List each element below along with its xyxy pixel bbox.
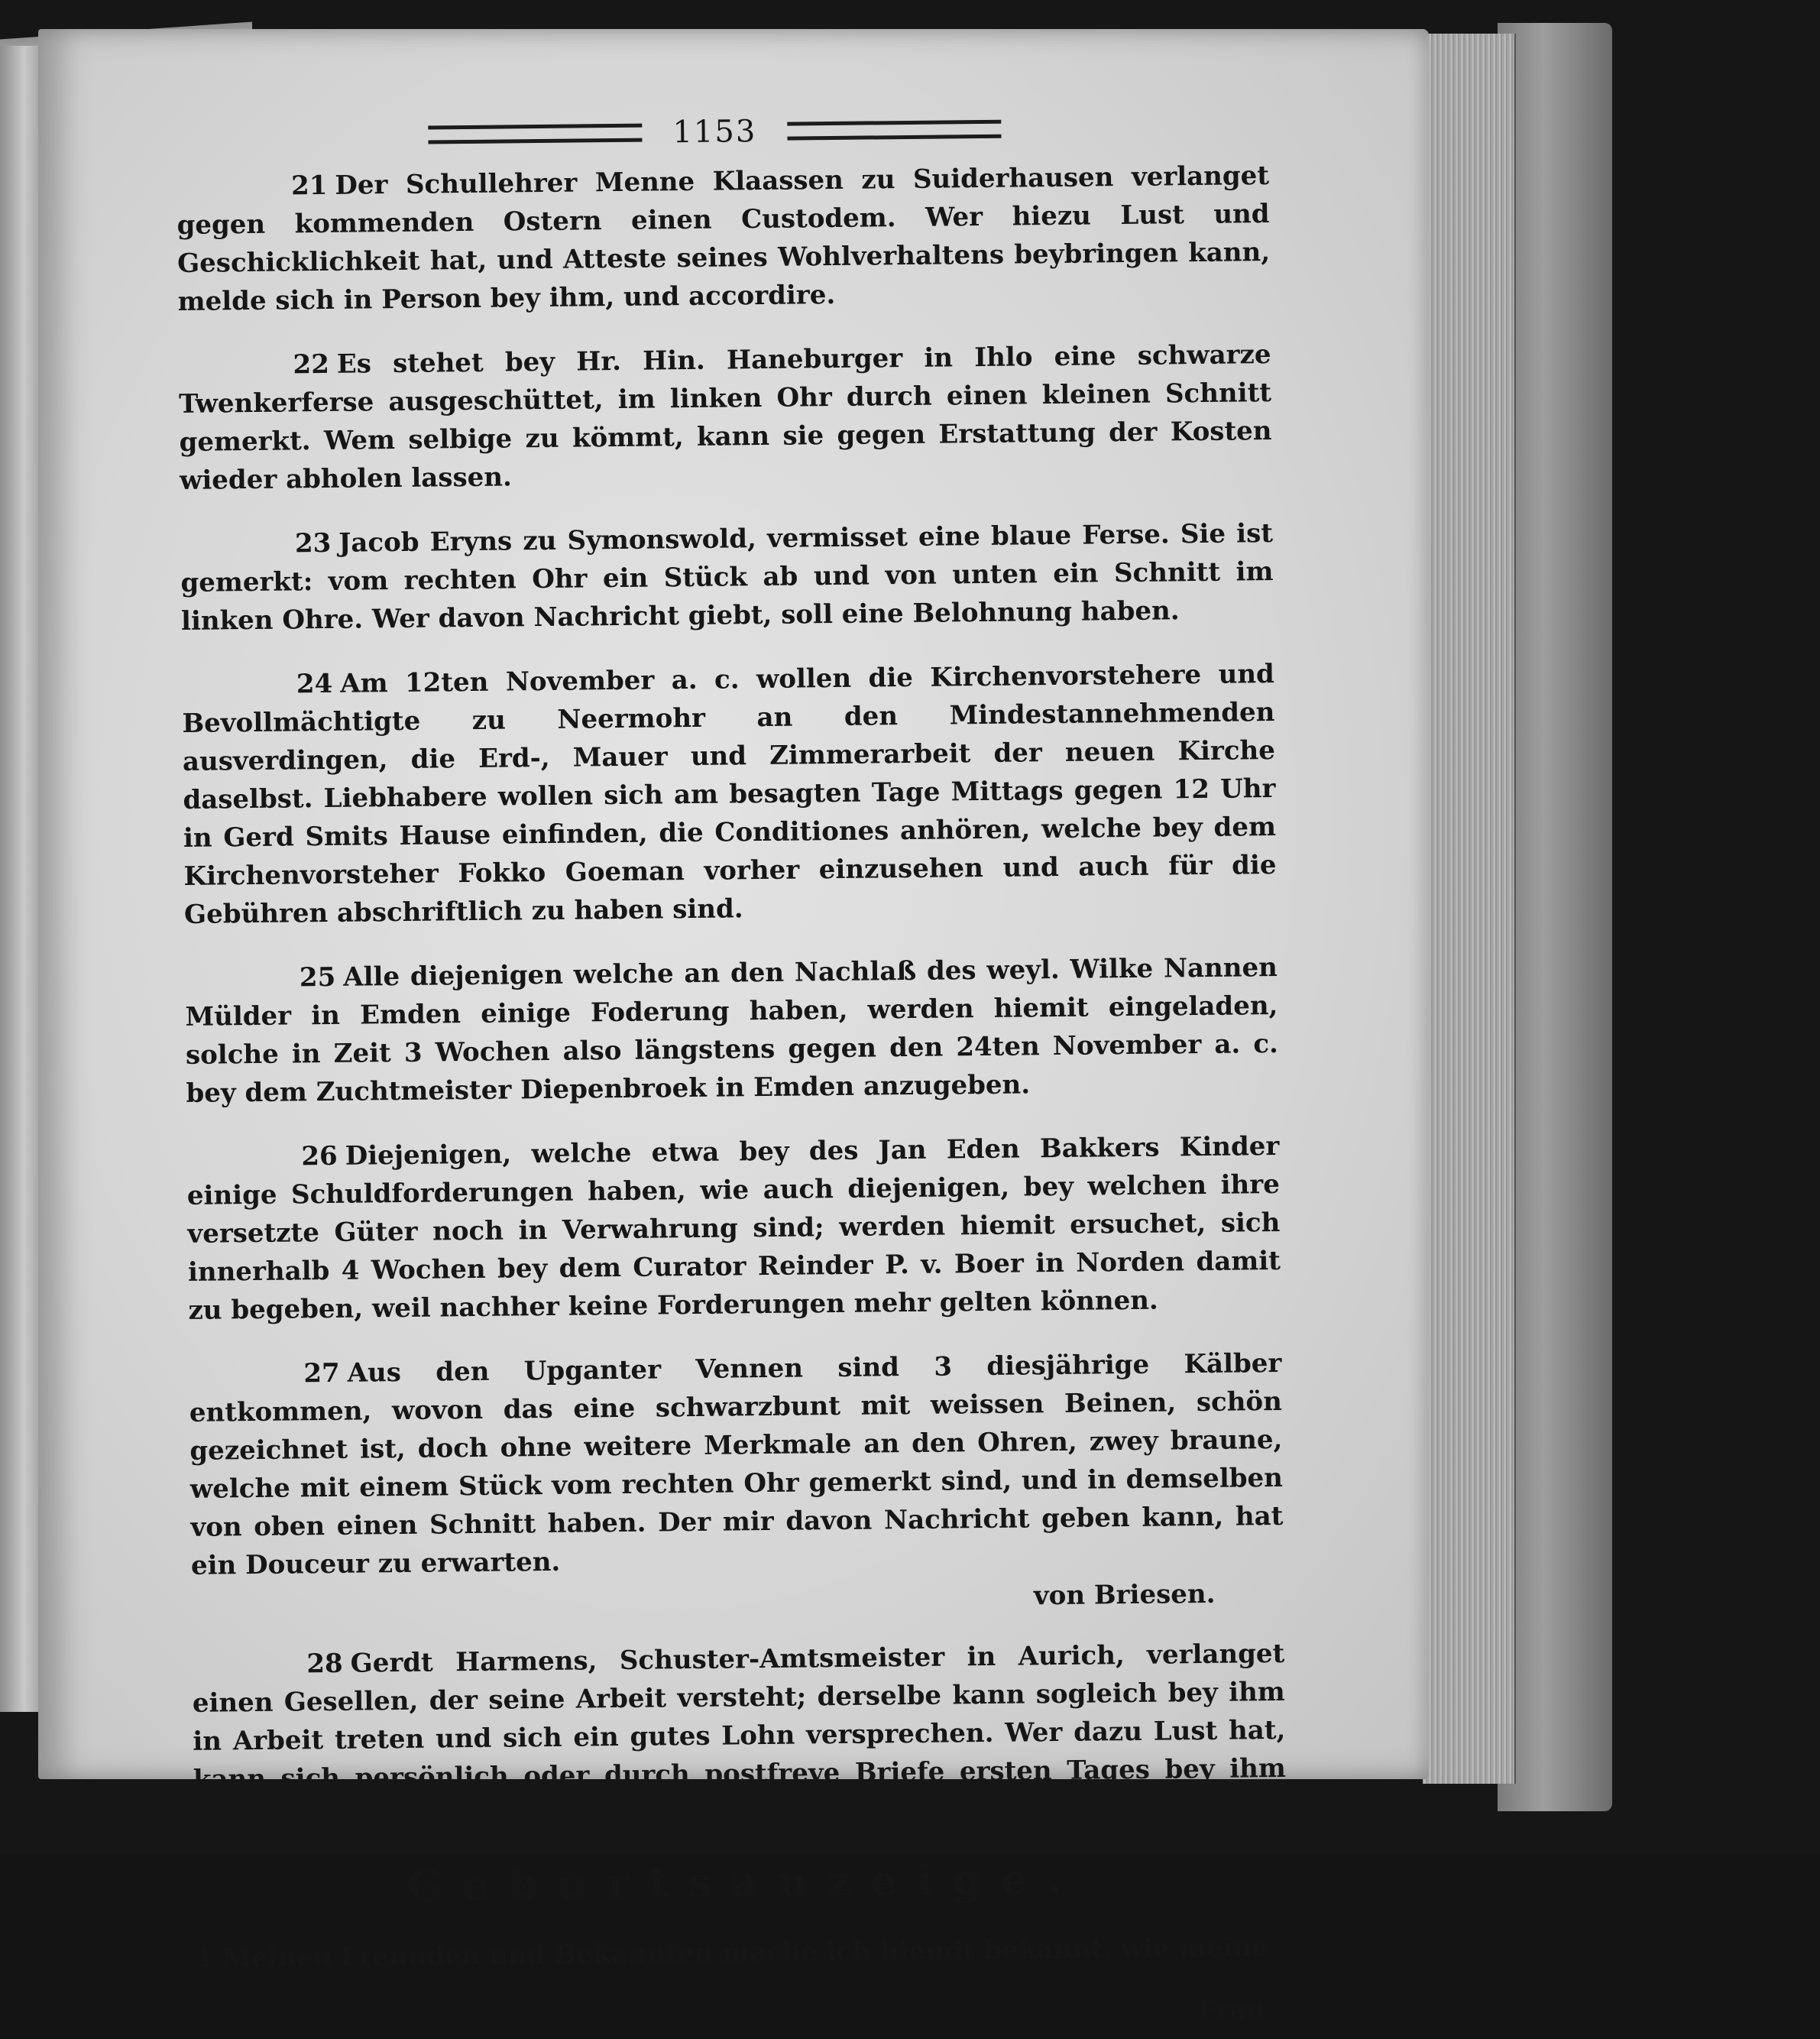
notice-text: Diejenigen, welche etwa bey des Jan Eden Bakkers Kinder einige Schuldforderungen haben, wie auch diejenigen, bey welchen ihre versetzte Güter noch in Verwahrung sind; werden hiemit ersuchet, sich innerhalb 4 Wochen bey dem Curator Reinder P. v. Boer in Norden damit zu begeben, weil nachher keine Forderungen mehr gelten können.: [186, 1130, 1281, 1326]
notice-24: [182, 655, 1278, 934]
page-stack-edge: [1423, 34, 1516, 1784]
page-content: [176, 96, 1296, 2039]
page-header: [275, 97, 1155, 167]
catchword: Frau: [1197, 1995, 1266, 2027]
notice-number: 27: [303, 1357, 340, 1389]
notice-text: Der Schullehrer Menne Klaassen zu Suiderhausen verlanget gegen kommenden Ostern einen Custodem. Wer hiezu Lust und Geschicklichkeit hat, und Atteste seines Wohlverhaltens beybringen kann, melde sich in Person bey ihm, und accordire.: [176, 160, 1271, 317]
notice-27: [189, 1344, 1284, 1585]
notice-text: Am 12ten November a. c. wollen die Kirchenvorstehere und Bevollmächtigte zu Neermohr an den Mindestannehmenden ausverdingen, die Erd-, Mauer und Zimmerarbeit der neuen Kirche daselbst. Liebhabere wollen sich am besagten Tage Mittags gegen 12 Uhr in Gerd Smits Hause einfinden, die Conditiones anhören, welche bey dem Kirchenvorsteher Fokko Goeman vorher einzusehen und auch für die Gebühren abschriftlich zu haben sind.: [182, 658, 1277, 930]
notice-number: 24: [296, 668, 333, 700]
notice-text: Jacob Eryns zu Symonswold, vermisset eine blaue Ferse. Sie ist gemerkt: vom rechten Ohr ein Stück ab und von unten ein Schnitt im linken Ohre. Wer davon Nachricht giebt, soll eine Belohnung haben.: [180, 517, 1274, 637]
notice-number: 1: [195, 1943, 214, 1974]
notice-text: Gerdt Harmens, Schuster-Amtsmeister in Aurich, verlanget einen Gesellen, der seine Arbeit versteht; derselbe kann sogleich bey ihm in Arbeit treten und sich ein gutes Lohn versprechen. Wer dazu Lust hat, kann sich persönlich oder durch postfreye Briefe ersten Tages bey ihm melden.: [192, 1638, 1287, 1833]
notice-27-signature: von Briesen.: [1033, 1578, 1216, 1612]
notice-number: 25: [299, 961, 336, 994]
notice-number: 21: [290, 170, 328, 202]
notice-number: 22: [293, 348, 330, 381]
notice-text: Alle diejenigen welche an den Nachlaß des weyl. Wilke Nannen Mülder in Emden einige Foderung haben, werden hiemit eingeladen, solche in Zeit 3 Wochen also längstens gegen den 24ten November a. c. bey dem Zuchtmeister Diepenbroek in Emden anzugeben.: [185, 951, 1279, 1109]
header-rule-left: [428, 124, 642, 144]
notice-text: Meinen Freunden und Bekannten mache ich hiemit bekannt, wie meine: [222, 1932, 1269, 1974]
notice-number: 28: [306, 1648, 343, 1680]
notice-23: [180, 514, 1274, 640]
notice-26: [186, 1127, 1281, 1330]
section-title: Geburtsanzeige.: [407, 1853, 1082, 1910]
notice-21: [176, 157, 1271, 321]
notice-25: [185, 948, 1279, 1113]
header-rule-right: [787, 120, 1001, 141]
page-number: 1153: [672, 114, 757, 151]
birth-notice-start: [195, 1928, 1287, 1978]
notice-22: [178, 336, 1272, 500]
notice-text: Aus den Upganter Vennen sind 3 diesjährige Kälber entkommen, wovon das eine schwarzbunt mit weissen Beinen, schön gezeichnet ist, doch ohne weitere Merkmale an den Ohren, zwey braune, welche mit einem Stück vom rechten Ohr gemerkt sind, und in demselben von oben einen Schnitt haben. Der mir davon Nachricht geben kann, hat ein Douceur zu erwarten.: [189, 1347, 1284, 1581]
notice-number: 26: [301, 1140, 338, 1172]
notice-28: [192, 1635, 1287, 1837]
notice-number: 23: [294, 527, 332, 559]
notice-text: Es stehet bey Hr. Hin. Haneburger in Ihlo eine schwarze Twenkerferse ausgeschüttet, im linken Ohr durch einen kleinen Schnitt gemerkt. Wem selbige zu kömmt, kann sie gegen Erstattung der Kosten wieder abholen lassen.: [178, 339, 1272, 496]
